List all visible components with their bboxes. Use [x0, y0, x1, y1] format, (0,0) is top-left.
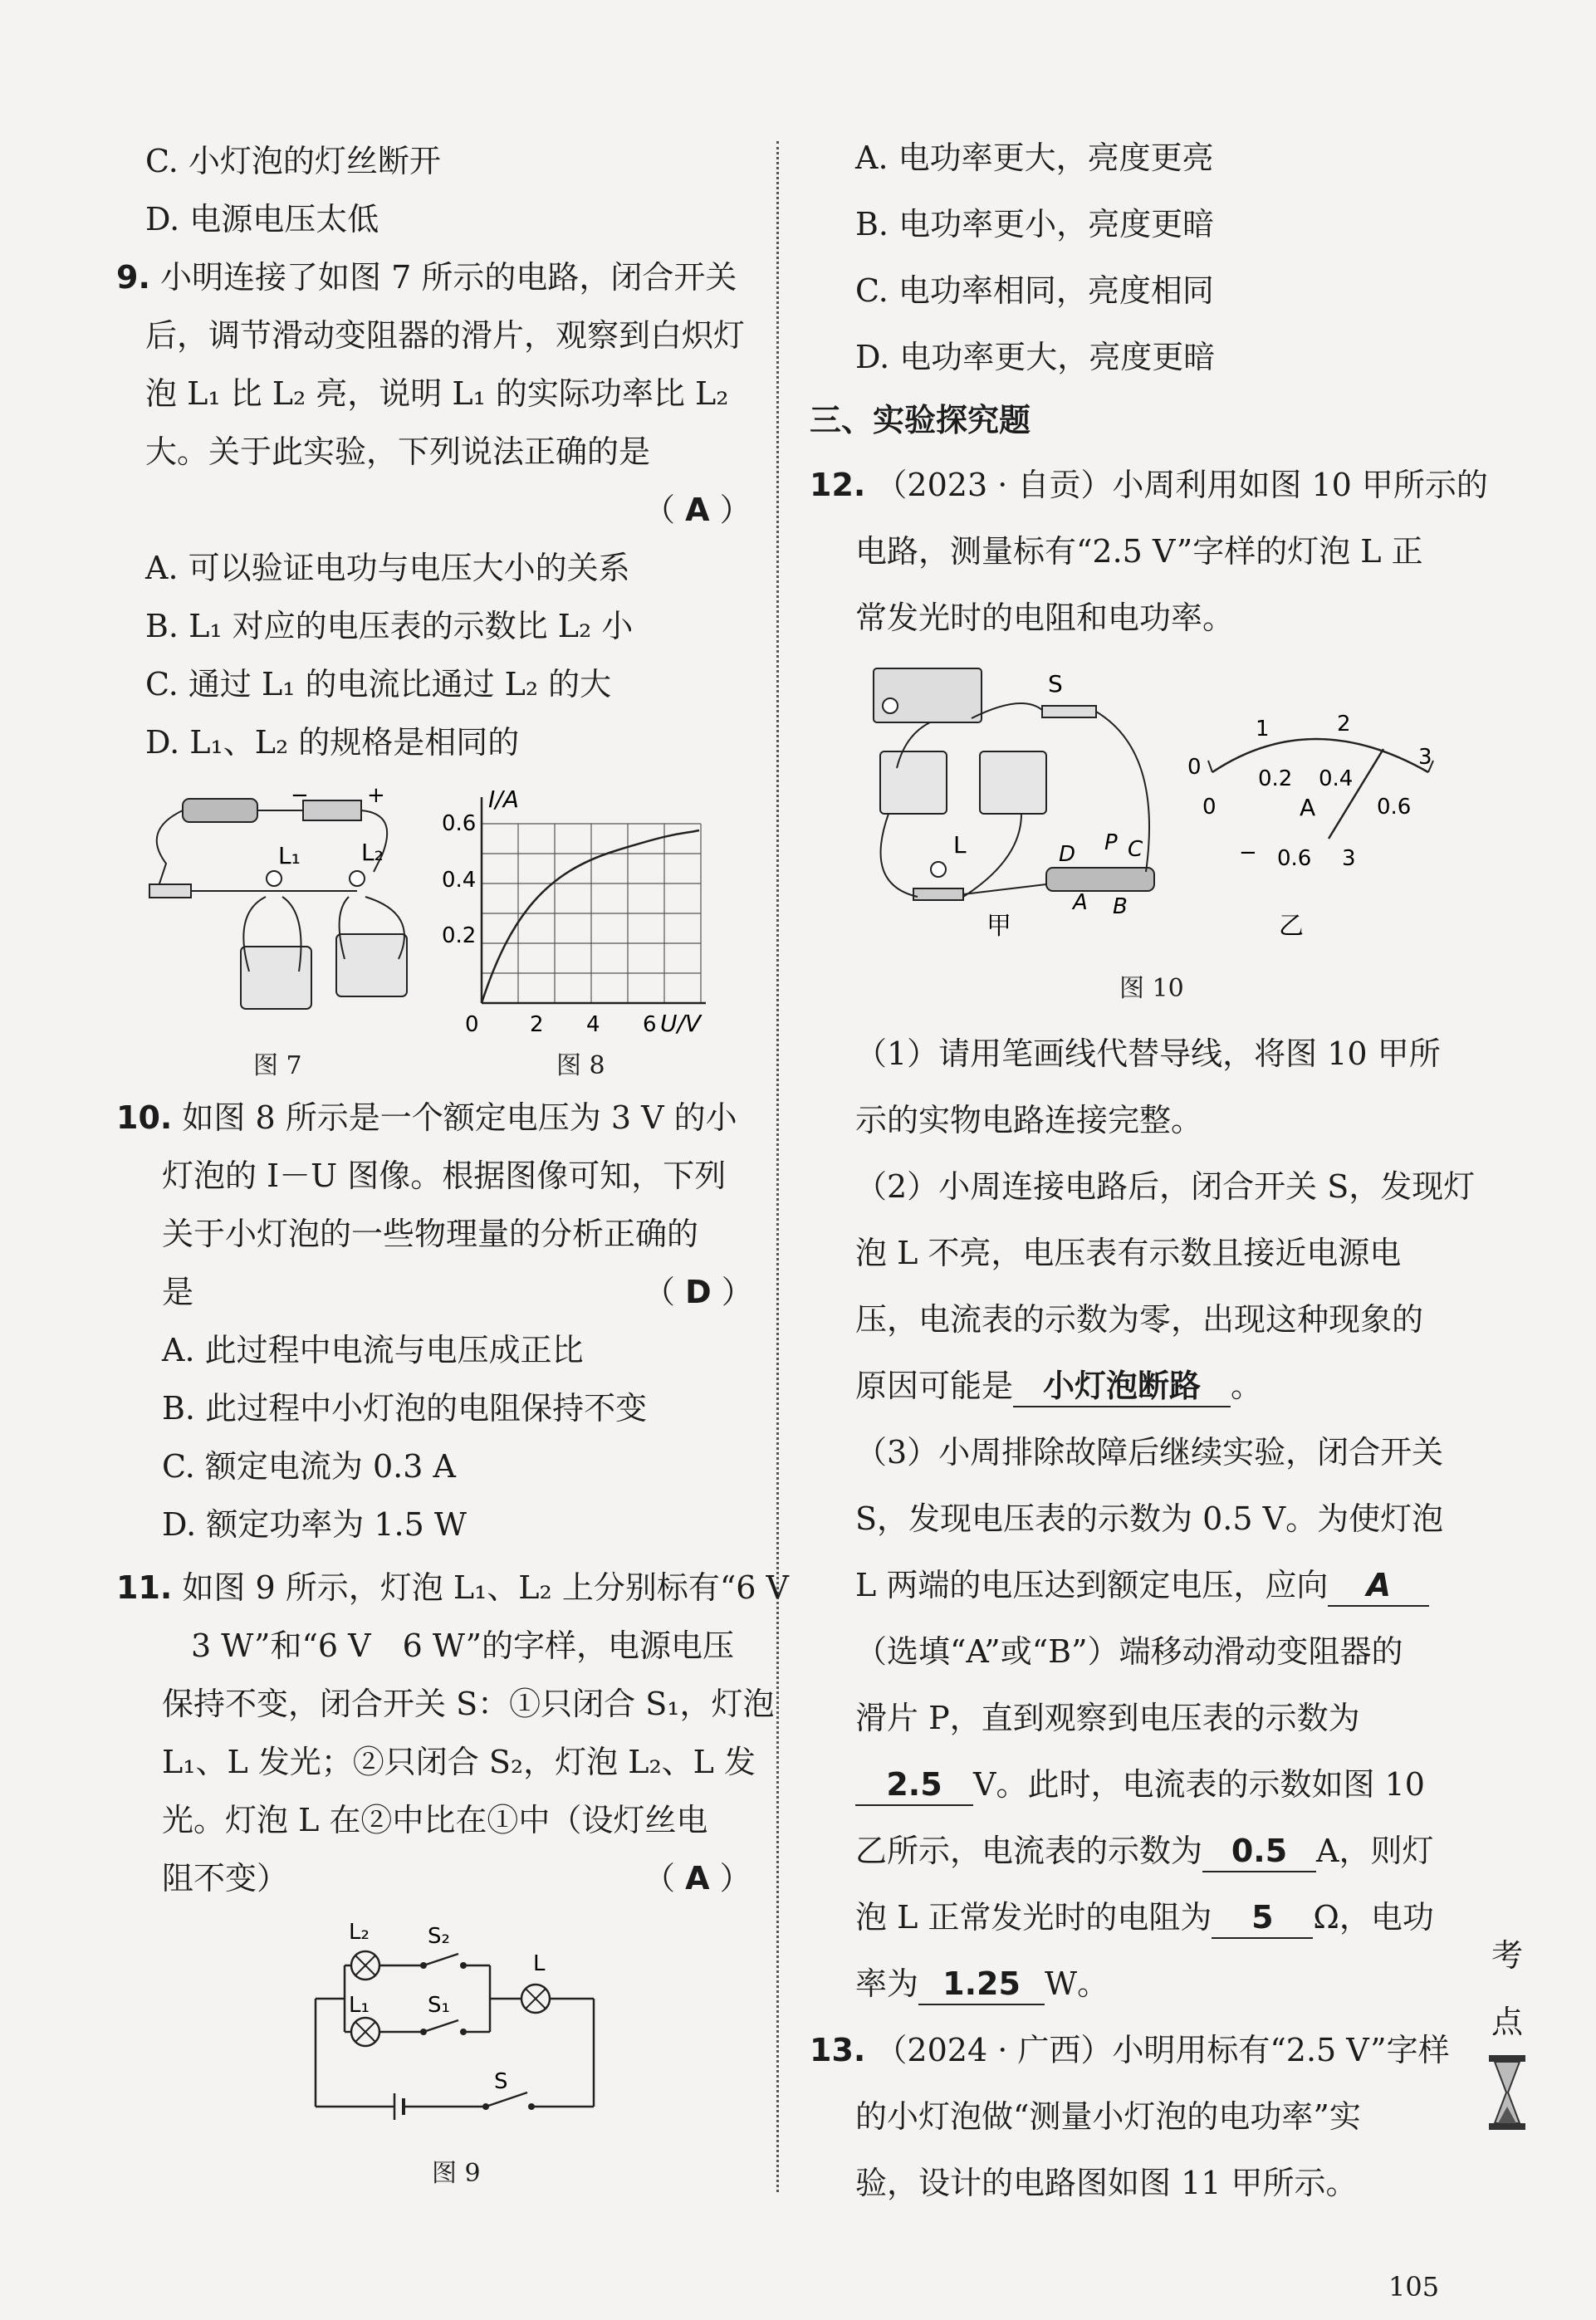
- q12-p3-text: V。此时，电流表的示数如图 10: [973, 1766, 1425, 1803]
- question-9: [116, 257, 737, 297]
- q11-line: 3 W”和“6 V 6 W”的字样，电源电压: [191, 1627, 735, 1664]
- side-tab-char: 点: [1491, 2004, 1523, 2040]
- q12-p3-line: [855, 1964, 1109, 2005]
- fig8-ytick: 0.2: [442, 923, 477, 948]
- figure-8-caption: 图 8: [556, 1051, 605, 1080]
- q12-blank-current[interactable]: 0.5: [1202, 1831, 1316, 1872]
- q10-line: 灯泡的 I－U 图像。根据图像可知，下列: [162, 1158, 727, 1194]
- q13-line: （2024 · 广西）小明用标有“2.5 V”字样: [875, 2032, 1450, 2068]
- q12-p3-line: 滑片 P，直到观察到电压表的示数为: [855, 1700, 1360, 1736]
- q13-line: 的小灯泡做“测量小灯泡的电功率”实: [855, 2098, 1361, 2135]
- q9-answer: （ A ）: [644, 492, 751, 528]
- bulb-l1-icon: [267, 871, 282, 886]
- q9-answer-letter: A: [685, 492, 710, 528]
- question-12: [810, 465, 1488, 505]
- fig10-yi-label: 乙: [1279, 912, 1304, 938]
- fig7-l2-label: L₂: [361, 839, 384, 866]
- q9-line: 泡 L₁ 比 L₂ 亮，说明 L₁ 的实际功率比 L₂: [145, 375, 729, 412]
- figure-9-circuit: [299, 1914, 614, 2126]
- hourglass-icon: [1486, 2055, 1528, 2130]
- q11-line: 光。灯泡 L 在②中比在①中（设灯丝电: [162, 1802, 708, 1838]
- figure-10-yi-ammeter-dial: [1187, 706, 1461, 938]
- q12-p2-line: 泡 L 不亮，电压表有示数且接近电源电: [855, 1235, 1402, 1271]
- q12-p3-line: [855, 1831, 1433, 1872]
- q12-p3-line: S，发现电压表的示数为 0.5 V。为使灯泡: [855, 1500, 1444, 1537]
- q12-blank-power[interactable]: 1.25: [918, 1964, 1045, 2005]
- q11-line: L₁、L 发光；②只闭合 S₂，灯泡 L₂、L 发: [162, 1744, 756, 1780]
- q12-p3-text: A，则灯: [1316, 1833, 1434, 1869]
- fig8-x-label: U/V: [660, 1010, 702, 1037]
- fig9-s1-label: S₁: [428, 1993, 450, 2018]
- dial-bottom-tick: 0.4: [1319, 766, 1354, 791]
- q12-number: 12.: [810, 467, 866, 503]
- fig8-xtick: 4: [586, 1012, 600, 1037]
- q13-number: 13.: [810, 2032, 866, 2068]
- figure-7-circuit: [133, 781, 432, 1038]
- q12-p2-prefix: 原因可能是: [855, 1368, 1014, 1404]
- q10-line: 如图 8 所示是一个额定电压为 3 V 的小: [182, 1099, 737, 1136]
- ammeter-icon: [880, 751, 947, 814]
- q10-answer-letter: D: [685, 1274, 712, 1310]
- q11-line: 保持不变，闭合开关 S：①只闭合 S₁，灯泡: [162, 1686, 775, 1722]
- q9-number: 9.: [116, 259, 150, 296]
- q13-line: 验，设计的电路图如图 11 甲所示。: [855, 2165, 1358, 2201]
- q9-line: 大。关于此实验，下列说法正确的是: [145, 433, 651, 470]
- fig9-l2-label: L₂: [349, 1920, 370, 1945]
- fig8-iu-curve: [482, 830, 699, 1003]
- switch-s1-icon: [423, 2020, 458, 2032]
- q11-option-b: B. 电功率更小，亮度更暗: [855, 206, 1215, 242]
- q10-option-d: D. 额定功率为 1.5 W: [162, 1506, 467, 1543]
- fig10-jia-label: 甲: [986, 912, 1011, 941]
- q9-option-d: D. L₁、L₂ 的规格是相同的: [145, 724, 520, 761]
- q11-number: 11.: [116, 1569, 173, 1606]
- rheostat-icon: [1046, 868, 1154, 891]
- q12-p1-line: 示的实物电路连接完整。: [855, 1102, 1203, 1138]
- q10-line: 是: [162, 1274, 194, 1310]
- rheostat-icon: [183, 799, 257, 822]
- q9-line: 小明连接了如图 7 所示的电路，闭合开关: [159, 259, 737, 296]
- fig8-ytick: 0.6: [442, 811, 477, 836]
- q12-p2-last: [855, 1366, 1262, 1407]
- switch-icon: [149, 884, 191, 898]
- switch-s-icon: [1042, 706, 1096, 717]
- power-supply-icon: [874, 668, 982, 722]
- fig8-xtick: 6: [643, 1012, 657, 1037]
- q10-line: 关于小灯泡的一些物理量的分析正确的: [162, 1216, 699, 1252]
- q12-blank-voltage[interactable]: 2.5: [855, 1764, 973, 1806]
- q12-line: 电路，测量标有“2.5 V”字样的灯泡 L 正: [855, 533, 1423, 570]
- q12-p3-text: Ω，电功: [1313, 1899, 1434, 1936]
- switch-s2-icon: [423, 1954, 458, 1965]
- q10-answer: （ D ）: [644, 1274, 753, 1310]
- q12-blank-end[interactable]: A: [1328, 1565, 1429, 1607]
- fig7-l1-label: L₁: [278, 842, 301, 869]
- fig9-l1-label: L₁: [349, 1993, 370, 2018]
- q8-option-c: C. 小灯泡的灯丝断开: [145, 143, 441, 179]
- q12-p2-suffix: 。: [1231, 1368, 1263, 1404]
- side-tab-char: 考: [1491, 1937, 1523, 1974]
- q8-option-d: D. 电源电压太低: [145, 201, 379, 237]
- figure-10-caption: 图 10: [1119, 974, 1184, 1003]
- figure-9-caption: 图 9: [432, 2159, 481, 2188]
- bulb-l-icon: [931, 862, 946, 877]
- question-11: [116, 1568, 789, 1608]
- fig10-l-label: L: [953, 831, 967, 859]
- q12-p3-line: （3）小周排除故障后继续实验，闭合开关: [855, 1434, 1444, 1471]
- figure-8-graph: [432, 781, 731, 1038]
- dial-top-tick: 3: [1418, 745, 1432, 770]
- q12-p2-line: 压，电流表的示数为零，出现这种现象的: [855, 1301, 1424, 1338]
- question-10: [116, 1098, 737, 1138]
- voltmeter-2-icon: [336, 934, 407, 996]
- q12-blank-cause[interactable]: 小灯泡断路: [1013, 1366, 1231, 1407]
- q9-line: 后，调节滑动变阻器的滑片，观察到白炽灯: [145, 317, 746, 354]
- fig9-s-label: S: [494, 2069, 508, 2094]
- dial-top-tick: 2: [1337, 712, 1351, 737]
- fig10-a-label: A: [1073, 890, 1088, 915]
- q12-p3-text: W。: [1045, 1965, 1109, 2002]
- q12-p3-line: [855, 1764, 1425, 1806]
- fig10-d-label: D: [1059, 842, 1076, 867]
- side-tab: [1482, 1922, 1532, 2152]
- q12-blank-resistance[interactable]: 5: [1212, 1897, 1313, 1939]
- q9-option-b: B. L₁ 对应的电压表的示数比 L₂ 小: [145, 608, 634, 644]
- q12-p3-text: 率为: [855, 1965, 919, 2002]
- page-number: 105: [1388, 2271, 1440, 2303]
- fig7-plus: +: [367, 783, 385, 808]
- q11-answer: （ A ）: [644, 1860, 751, 1897]
- q10-number: 10.: [116, 1099, 173, 1136]
- dial-needle: [1329, 749, 1383, 839]
- voltmeter-icon: [980, 751, 1046, 814]
- q9-option-c: C. 通过 L₁ 的电流比通过 L₂ 的大: [145, 666, 612, 702]
- q11-option-d: D. 电功率更大，亮度更暗: [855, 339, 1216, 375]
- dial-terminal: −: [1239, 840, 1257, 865]
- column-divider: [776, 141, 779, 2192]
- dial-unit: A: [1300, 794, 1316, 821]
- battery-icon: [303, 800, 361, 820]
- q10-option-b: B. 此过程中小灯泡的电阻保持不变: [162, 1390, 648, 1427]
- dial-top-tick: 0: [1187, 755, 1202, 780]
- q12-p2-line: （2）小周连接电路后，闭合开关 S，发现灯: [855, 1168, 1476, 1205]
- bulb-l2-icon: [350, 871, 365, 886]
- q12-p3-text: 乙所示，电流表的示数为: [855, 1833, 1203, 1869]
- q10-option-a: A. 此过程中电流与电压成正比: [162, 1332, 584, 1368]
- fig10-b-label: B: [1113, 894, 1128, 919]
- figure-10-jia-circuit: [855, 660, 1187, 942]
- figure-7-caption: 图 7: [253, 1051, 302, 1080]
- q12-line: 常发光时的电阻和电功率。: [855, 600, 1235, 636]
- q12-line: （2023 · 自贡）小周利用如图 10 甲所示的: [875, 467, 1488, 503]
- dial-top-tick: 1: [1256, 717, 1270, 742]
- section-heading: 三、实验探究题: [810, 402, 1031, 438]
- dial-bottom-tick: 0: [1202, 795, 1217, 820]
- fig10-c-label: C: [1128, 837, 1143, 862]
- q10-option-c: C. 额定电流为 0.3 A: [162, 1448, 456, 1485]
- q12-p1-line: （1）请用笔画线代替导线，将图 10 甲所: [855, 1035, 1441, 1072]
- fig7-minus: −: [291, 783, 309, 808]
- fig8-ytick: 0.4: [442, 868, 477, 893]
- q11-option-c: C. 电功率相同，亮度相同: [855, 272, 1214, 309]
- q11-line: 如图 9 所示，灯泡 L₁、L₂ 上分别标有“6 V: [182, 1569, 789, 1606]
- q11-answer-letter: A: [685, 1860, 710, 1897]
- fig9-s2-label: S₂: [428, 1924, 450, 1949]
- q11-line: 阻不变）: [162, 1860, 289, 1897]
- fig8-xtick: 2: [530, 1012, 544, 1037]
- dial-terminal: 0.6: [1277, 846, 1312, 871]
- q9-option-a: A. 可以验证电功与电压大小的关系: [145, 550, 630, 586]
- q12-p3-line: （选填“A”或“B”）端移动滑动变阻器的: [855, 1633, 1403, 1670]
- dial-terminal: 3: [1342, 846, 1356, 871]
- fig8-xtick: 0: [465, 1012, 479, 1037]
- q12-p3-text: L 两端的电压达到额定电压，应向: [855, 1567, 1329, 1603]
- question-13: [810, 2030, 1450, 2070]
- fig10-s-label: S: [1048, 670, 1063, 697]
- q11-option-a: A. 电功率更大，亮度更亮: [855, 139, 1214, 176]
- dial-bottom-tick: 0.2: [1258, 766, 1293, 791]
- fig8-y-label: I/A: [488, 786, 519, 813]
- q12-p3-line: [855, 1565, 1429, 1607]
- switch-s-icon: [486, 2092, 527, 2107]
- q12-p3-text: 泡 L 正常发光时的电阻为: [855, 1899, 1212, 1936]
- dial-bottom-tick: 0.6: [1377, 795, 1412, 820]
- q12-p3-line: [855, 1897, 1434, 1939]
- fig9-l-label: L: [533, 1951, 546, 1976]
- fig10-p-label: P: [1104, 830, 1118, 855]
